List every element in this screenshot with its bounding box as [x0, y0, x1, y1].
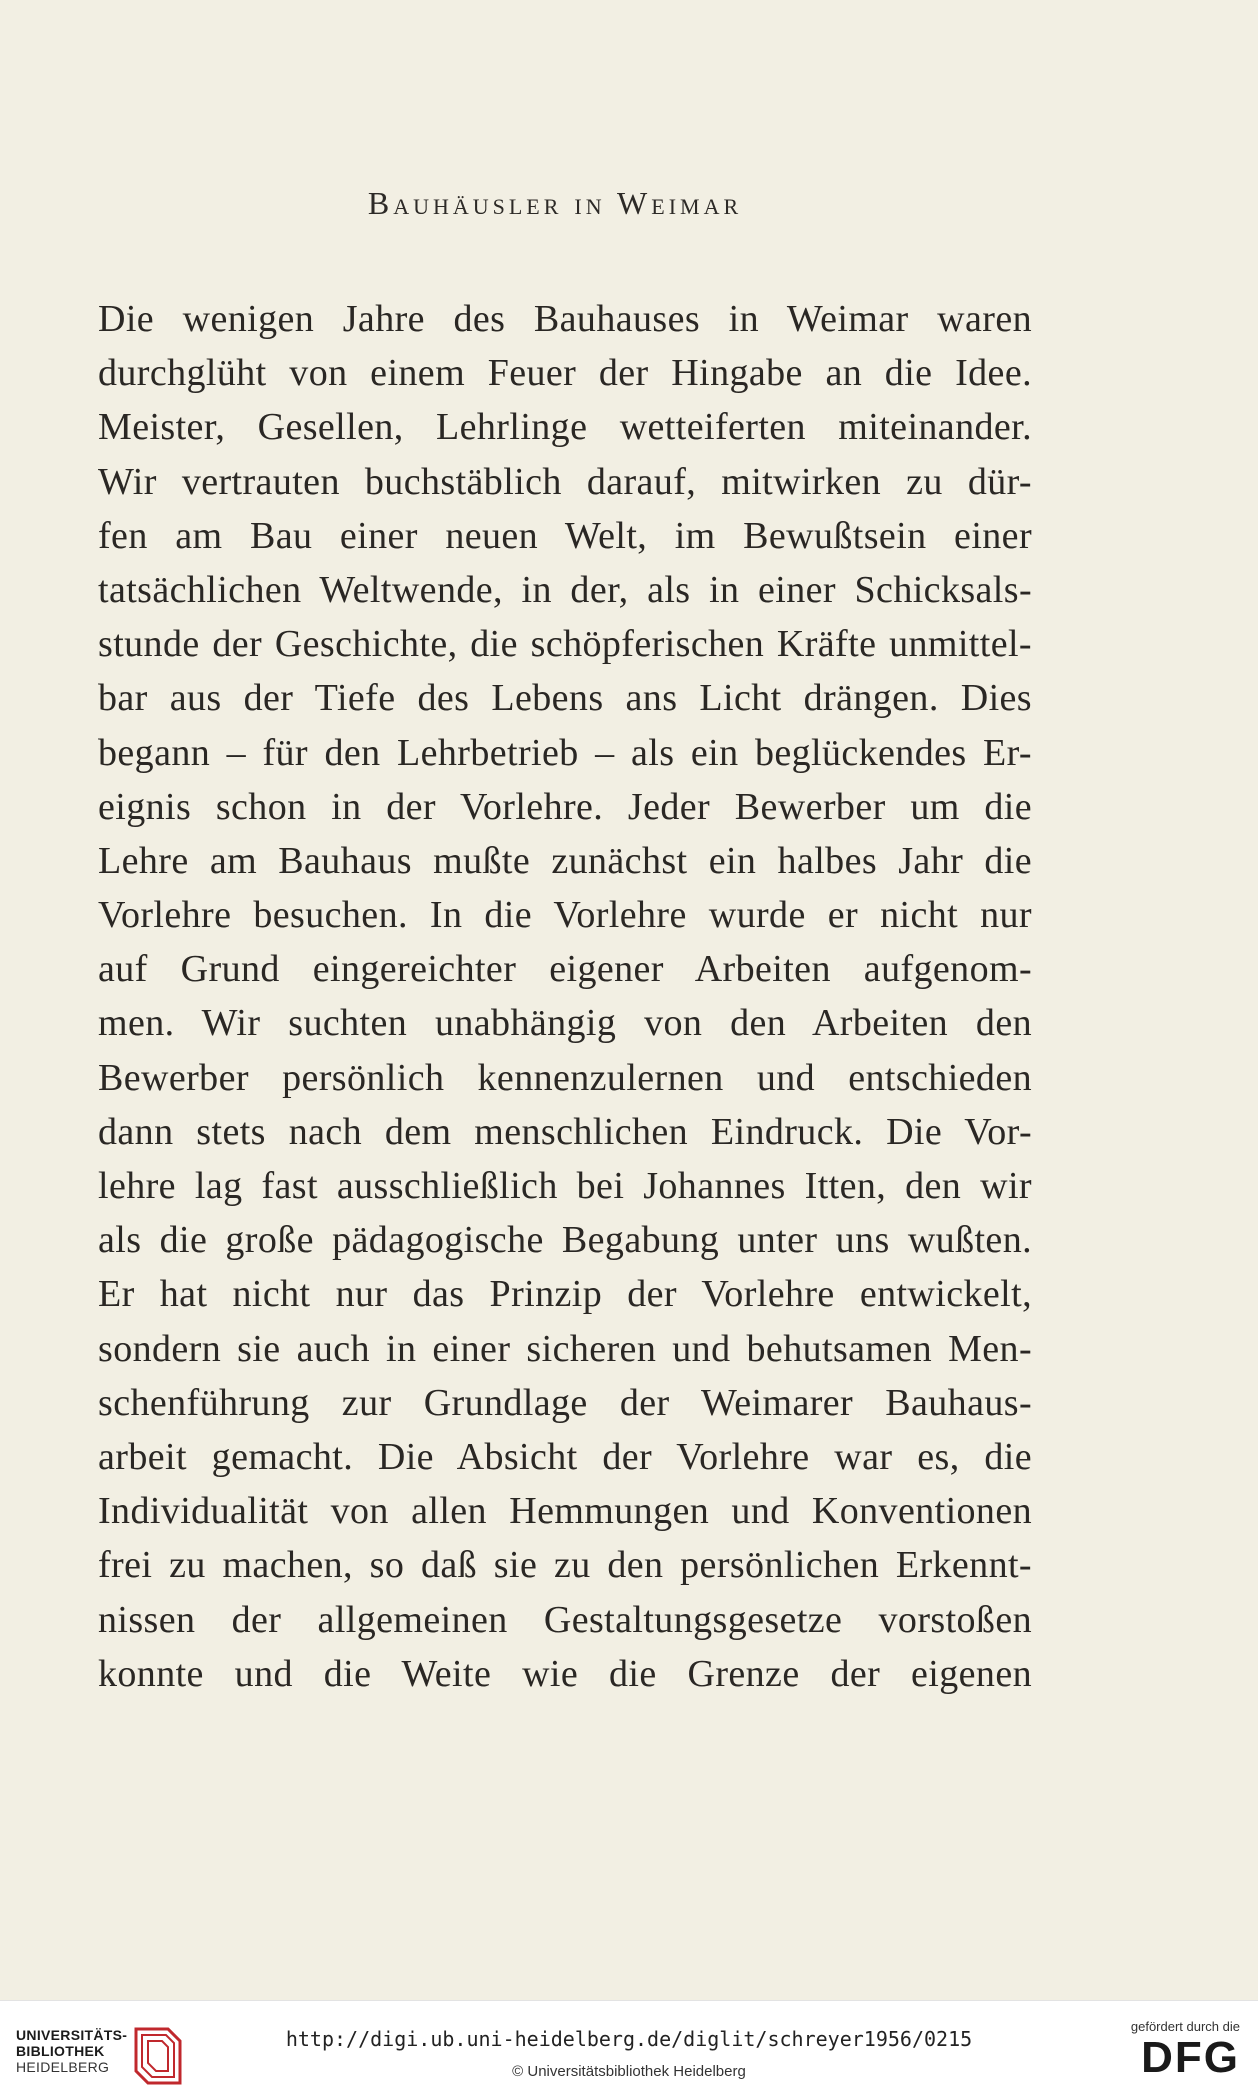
text-line: Er hat nicht nur das Prinzip der Vorlehre entwickelt, — [98, 1273, 1032, 1316]
library-name-line3: HEIDELBERG — [16, 2059, 110, 2075]
text-line: tatsächlichen Weltwende, in der, als in einer Schicksals- — [98, 568, 1032, 611]
dfg-logo-icon: DFG — [1141, 2033, 1240, 2082]
running-head: Bauhäusler in Weimar — [367, 185, 743, 221]
text-line: begann – für den Lehrbetrieb – als ein beglückendes Er- — [98, 731, 1032, 774]
funder-caption: gefördert durch die — [1130, 2019, 1240, 2034]
text-line: Individualität von allen Hemmungen und Konventionen — [98, 1490, 1032, 1533]
text-line: lehre lag fast ausschließlich bei Johannes Itten, den wir — [98, 1165, 1032, 1207]
text-line: schenführung zur Grundlage der Weimarer Bauhaus- — [98, 1381, 1032, 1424]
text-line: Meister, Gesellen, Lehrlinge wetteiferten miteinander. — [98, 406, 1032, 449]
text-line: konnte und die Weite wie die Grenze der eigenen — [98, 1652, 1032, 1695]
text-line: eignis schon in der Vorlehre. Jeder Bewerber um die — [98, 785, 1032, 828]
text-line: sondern sie auch in einer sicheren und behutsamen Men- — [98, 1327, 1032, 1370]
text-line: stunde der Geschichte, die schöpferischen Kräfte unmittel- — [98, 623, 1032, 666]
text-line: Wir vertrauten buchstäblich darauf, mitwirken zu dür- — [98, 460, 1032, 503]
text-line: als die große pädagogische Begabung unter uns wußten. — [98, 1219, 1032, 1262]
digitization-footer — [0, 2000, 1258, 2098]
text-line: dann stets nach dem menschlichen Eindruck. Die Vor- — [98, 1110, 1032, 1153]
funder-logo[interactable] — [1120, 2019, 1240, 2089]
text-line: frei zu machen, so daß sie zu den persönlichen Erkennt- — [98, 1544, 1032, 1587]
text-line: auf Grund eingereichter eigener Arbeiten aufgenom- — [98, 948, 1032, 991]
body-text — [98, 292, 1032, 1701]
text-line: bar aus der Tiefe des Lebens ans Licht drängen. Dies — [98, 677, 1032, 720]
library-name-line2: BIBLIOTHEK — [16, 2043, 105, 2059]
copyright-notice: © Universitätsbibliothek Heidelberg — [512, 2063, 746, 2080]
text-line: fen am Bau einer neuen Welt, im Bewußtsein einer — [98, 514, 1032, 557]
text-line: Lehre am Bauhaus mußte zunächst ein halbes Jahr die — [98, 839, 1032, 882]
text-line: durchglüht von einem Feuer der Hingabe an die Idee. — [98, 352, 1032, 395]
text-line: nissen der allgemeinen Gestaltungsgesetze vorstoßen — [98, 1598, 1032, 1641]
text-line: Bewerber persönlich kennenzulernen und entschieden — [98, 1056, 1032, 1099]
text-line: arbeit gemacht. Die Absicht der Vorlehre war es, die — [98, 1435, 1032, 1478]
library-name-line1: UNIVERSITÄTS- — [16, 2027, 128, 2043]
permalink[interactable]: http://digi.ub.uni-heidelberg.de/diglit/schreyer1956/0215 — [285, 2027, 973, 2051]
text-line: Die wenigen Jahre des Bauhauses in Weimar waren — [98, 298, 1032, 340]
text-line: Vorlehre besuchen. In die Vorlehre wurde er nicht nur — [98, 894, 1032, 937]
text-line: men. Wir suchten unabhängig von den Arbeiten den — [98, 1002, 1032, 1045]
